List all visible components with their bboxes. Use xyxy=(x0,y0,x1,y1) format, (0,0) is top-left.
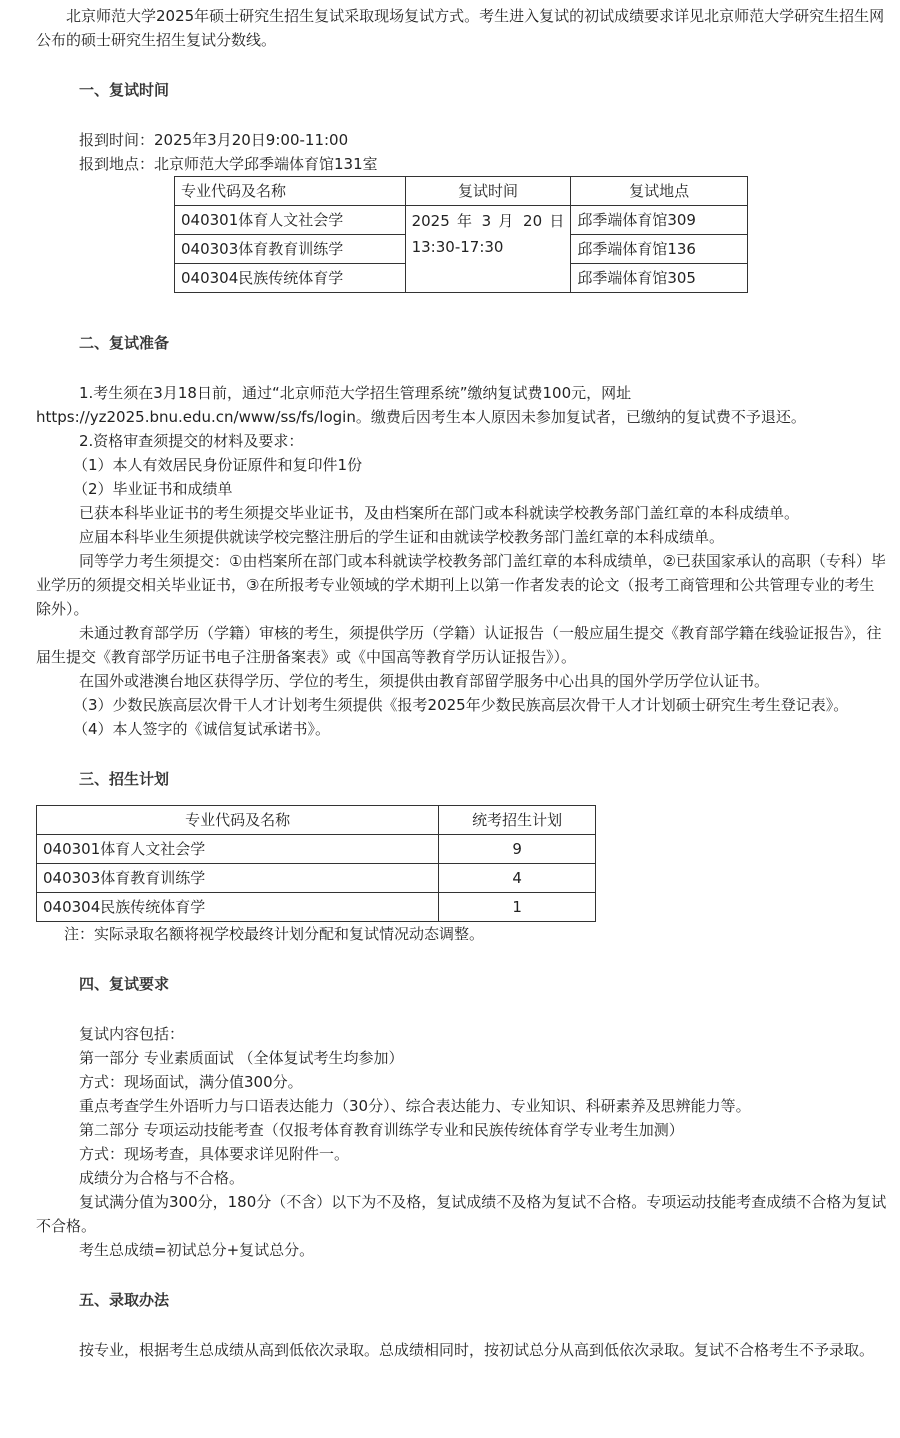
prep-graduates: 已获本科毕业证书的考生须提交毕业证书，及由档案所在部门或本科就读学校教务部门盖红章的本科成绩单。 xyxy=(79,504,800,522)
retest-time-cell: 2025 年 3 月 20 日 13:30-17:30 xyxy=(405,206,571,293)
table-header-row xyxy=(175,177,748,206)
prep-item-2-3: （3）少数民族高层次骨干人才计划考生须提供《报考2025年少数民族高层次骨干人才计划硕士研究生考生登记表》。 xyxy=(73,696,849,714)
place-cell: 邱季端体育馆136 xyxy=(571,235,748,264)
table-row xyxy=(37,893,596,922)
section1-title: 一、复试时间 xyxy=(79,81,170,99)
prep-unverified: 未通过教育部学历（学籍）审核的考生，须提供学历（学籍）认证报告（一般应届生提交《教育部学籍在线验证报告》，往届生提交《教育部学历证书电子注册备案表》或《中国高等教育学历认证报告》）。 xyxy=(36,624,882,666)
enrollment-plan-table xyxy=(36,805,596,922)
header-time: 复试时间 xyxy=(405,177,571,206)
plan-count-cell: 9 xyxy=(439,835,596,864)
section4-title: 四、复试要求 xyxy=(79,975,170,993)
major-cell: 040304民族传统体育学 xyxy=(37,893,439,922)
table-row xyxy=(175,206,748,235)
header-major: 专业代码及名称 xyxy=(175,177,406,206)
section3-title: 三、招生计划 xyxy=(79,770,170,788)
document-body xyxy=(36,4,888,1362)
req-line: 成绩分为合格与不合格。 xyxy=(79,1169,245,1187)
major-cell: 040304民族传统体育学 xyxy=(175,264,406,293)
report-time: 报到时间：2025年3月20日9:00-11:00 xyxy=(79,131,349,149)
table-row xyxy=(37,835,596,864)
header-place: 复试地点 xyxy=(571,177,748,206)
prep-equivalent: 同等学力考生须提交：①由档案所在部门或本科就读学校教务部门盖红章的本科成绩单，②已获国家承认的高职（专科）毕业学历的须提交相关毕业证书，③在所报考专业领域的学术期刊上以第一作者发表的论文（报考工商管理和公共管理专业的考生除外）。 xyxy=(36,552,886,618)
major-cell: 040301体育人文社会学 xyxy=(175,206,406,235)
table-row xyxy=(37,864,596,893)
req-line: 第二部分 专项运动技能考查（仅报考体育教育训练学专业和民族传统体育学专业考生加测） xyxy=(79,1121,684,1139)
prep-item-2: 2.资格审查须提交的材料及要求： xyxy=(79,432,304,450)
admission-text: 按专业，根据考生总成绩从高到低依次录取。总成绩相同时，按初试总分从高到低依次录取。复试不合格考生不予录取。 xyxy=(79,1341,875,1359)
table-header-row xyxy=(37,806,596,835)
prep-item-1: 1.考生须在3月18日前，通过“北京师范大学招生管理系统”缴纳复试费100元，网址https://yz2025.bnu.edu.cn/www/ss/fs/login。缴费后因考生本人原因未参加复试者，已缴纳的复试费不予退还。 xyxy=(36,384,806,426)
plan-count-cell: 1 xyxy=(439,893,596,922)
place-cell: 邱季端体育馆305 xyxy=(571,264,748,293)
major-cell: 040303体育教育训练学 xyxy=(175,235,406,264)
prep-item-2-1: （1）本人有效居民身份证原件和复印件1份 xyxy=(73,456,363,474)
plan-note: 注：实际录取名额将视学校最终计划分配和复试情况动态调整。 xyxy=(64,925,485,943)
header-major: 专业代码及名称 xyxy=(37,806,439,835)
prep-item-2-4: （4）本人签字的《诚信复试承诺书》。 xyxy=(73,720,331,738)
req-line: 第一部分 专业素质面试 （全体复试考生均参加） xyxy=(79,1049,404,1067)
req-line: 方式：现场考查，具体要求详见附件一。 xyxy=(79,1145,350,1163)
req-line: 方式：现场面试，满分值300分。 xyxy=(79,1073,303,1091)
section5-title: 五、录取办法 xyxy=(79,1291,170,1309)
major-cell: 040303体育教育训练学 xyxy=(37,864,439,893)
section2-title: 二、复试准备 xyxy=(79,334,170,352)
header-plan: 统考招生计划 xyxy=(439,806,596,835)
report-place: 报到地点：北京师范大学邱季端体育馆131室 xyxy=(79,155,378,173)
prep-fresh-graduates: 应届本科毕业生须提供就读学校完整注册后的学生证和由就读学校教务部门盖红章的本科成绩单。 xyxy=(79,528,725,546)
req-full-score: 复试满分值为300分，180分（不含）以下为不及格，复试成绩不及格为复试不合格。专项运动技能考查成绩不合格为复试不合格。 xyxy=(36,1193,887,1235)
place-cell: 邱季端体育馆309 xyxy=(571,206,748,235)
major-cell: 040301体育人文社会学 xyxy=(37,835,439,864)
intro-paragraph: 北京师范大学2025年硕士研究生招生复试采取现场复试方式。考生进入复试的初试成绩要求详见北京师范大学研究生招生网公布的硕士研究生招生复试分数线。 xyxy=(36,7,885,49)
req-line: 重点考查学生外语听力与口语表达能力（30分）、综合表达能力、专业知识、科研素养及思辨能力等。 xyxy=(79,1097,751,1115)
prep-item-2-2: （2）毕业证书和成绩单 xyxy=(73,480,233,498)
retest-schedule-table xyxy=(174,176,748,293)
plan-count-cell: 4 xyxy=(439,864,596,893)
prep-overseas: 在国外或港澳台地区获得学历、学位的考生，须提供由教育部留学服务中心出具的国外学历学位认证书。 xyxy=(79,672,770,690)
req-total: 考生总成绩=初试总分+复试总分。 xyxy=(79,1241,315,1259)
req-line: 复试内容包括： xyxy=(79,1025,185,1043)
